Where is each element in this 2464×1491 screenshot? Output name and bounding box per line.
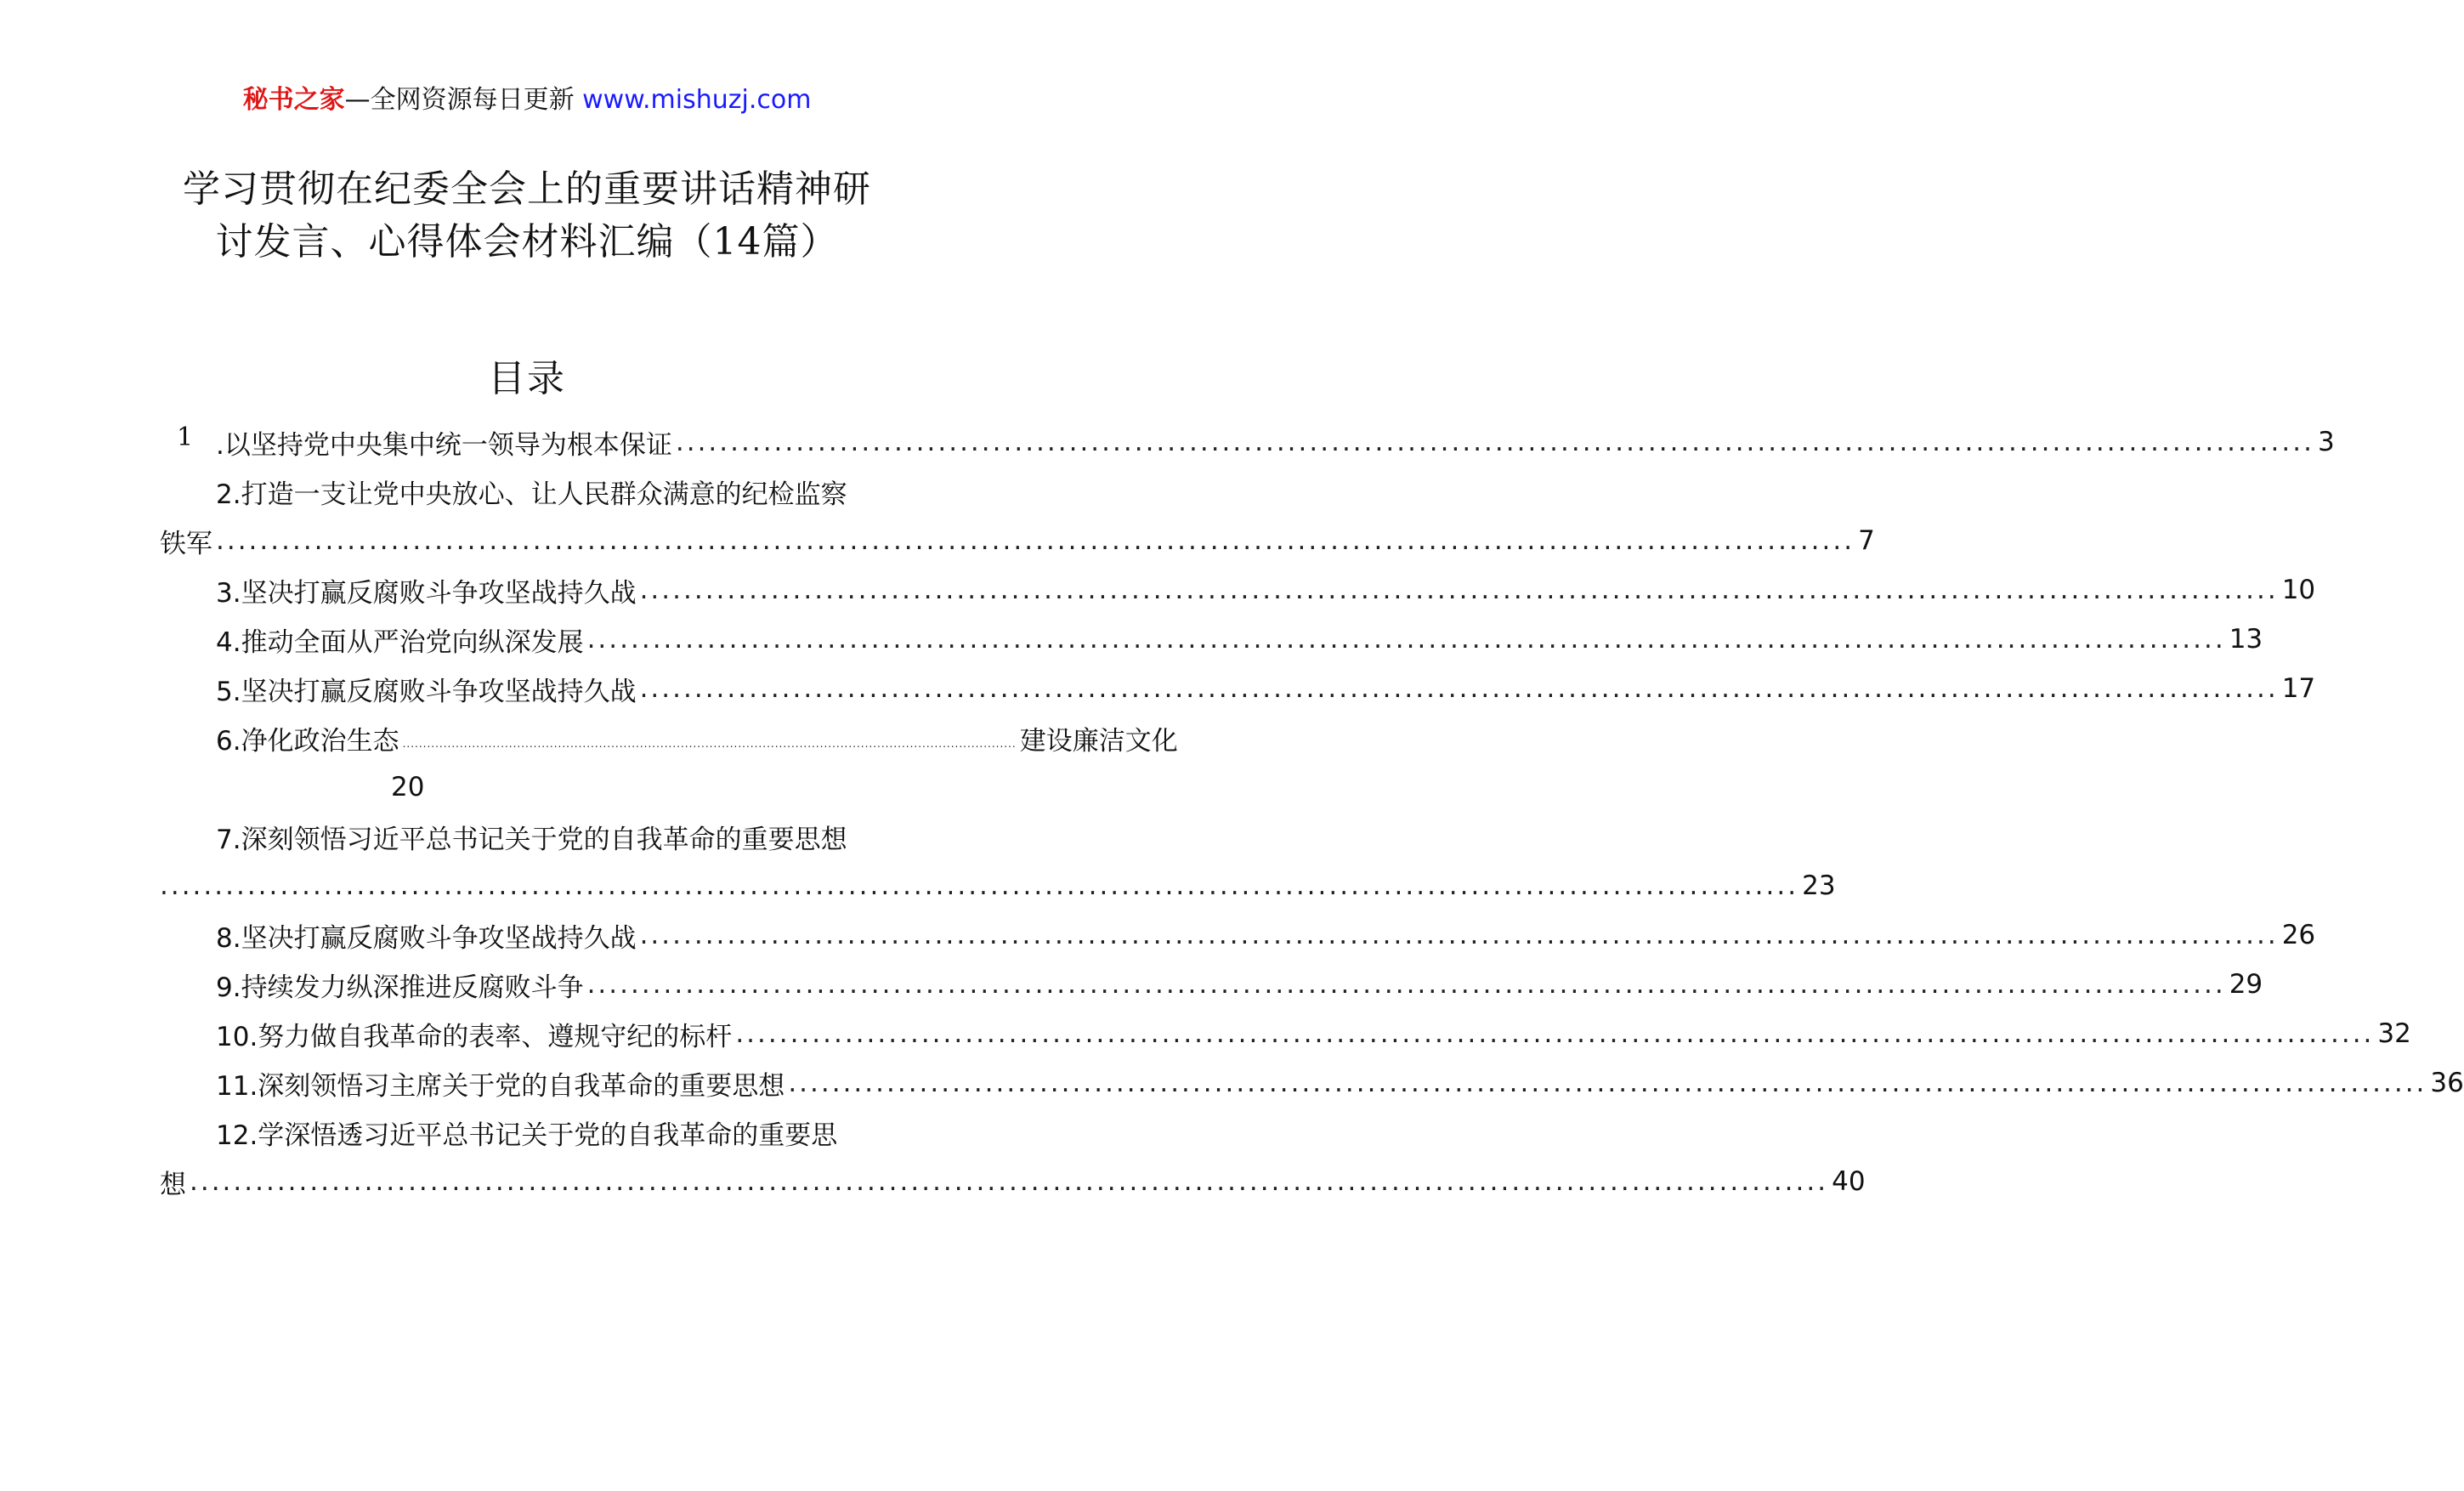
toc-entry[interactable] xyxy=(160,423,2335,461)
toc-entry-continuation[interactable] xyxy=(391,768,459,806)
toc-entry[interactable] xyxy=(160,1114,896,1151)
toc-entry-title: .以坚持党中央集中统一领导为根本保证 xyxy=(216,429,672,461)
toc-entry[interactable] xyxy=(160,966,2263,1003)
toc-entry-title-cont: 想 xyxy=(160,1169,186,1200)
toc-entry[interactable] xyxy=(160,621,2263,658)
toc-entry-continuation[interactable] xyxy=(160,522,1875,559)
toc-entry-page: 7 xyxy=(1858,525,1875,556)
toc-entry-page: 32 xyxy=(2377,1018,2411,1049)
toc-entry-title-cont: 铁军 xyxy=(160,528,212,559)
toc-entry-title: 4.推动全面从严治党向纵深发展 xyxy=(216,626,584,658)
toc-entry[interactable] xyxy=(160,571,2316,609)
toc-entry-title: 7.深刻领悟习近平总书记关于党的自我革命的重要思想 xyxy=(216,824,847,855)
toc-entry-page: 20 xyxy=(391,772,425,802)
toc-leader: ...................................................................................................................................................... xyxy=(639,575,2279,605)
toc-entry-title: 3.坚决打赢反腐败斗争攻坚战持久战 xyxy=(216,577,637,609)
toc-entry-title-tail: 建设廉洁文化 xyxy=(1019,725,1178,757)
toc-leader: ...................................................................................................................................................... xyxy=(735,1018,2375,1049)
toc-heading: 目录 xyxy=(488,357,566,400)
document-title xyxy=(153,163,901,269)
toc-entry[interactable] xyxy=(160,1064,2464,1102)
title-count: 14 xyxy=(712,220,762,264)
toc-entry-page: 29 xyxy=(2229,969,2263,1000)
toc-entry-title: 5.坚决打赢反腐败斗争攻坚战持久战 xyxy=(216,676,637,707)
site-url-link[interactable]: www.mishuzj.com xyxy=(582,85,812,115)
toc-entry-continuation[interactable] xyxy=(160,867,1836,904)
toc-entry[interactable] xyxy=(160,916,2316,954)
toc-entry-page: 10 xyxy=(2281,575,2316,605)
title-line-1: 学习贯彻在纪委全会上的重要讲话精神研 xyxy=(183,167,871,211)
toc-entry-page: 13 xyxy=(2229,624,2263,655)
toc-entry-title: 12.学深悟透习近平总书记关于党的自我革命的重要思 xyxy=(216,1120,838,1151)
toc-entry-title: 10.努力做自我革命的表率、遵规守纪的标杆 xyxy=(216,1021,733,1052)
toc-leader: ...................................................................................................................................................... xyxy=(788,1068,2427,1098)
toc-leader: ...................................................................................................................................................... xyxy=(160,870,1799,901)
toc-entry-page: 17 xyxy=(2281,673,2316,704)
toc-entry-title: 9.持续发力纵深推进反腐败斗争 xyxy=(216,972,584,1003)
site-header xyxy=(0,83,1054,116)
toc-entry-page: 40 xyxy=(1832,1166,1866,1197)
toc-entry-page: 36 xyxy=(2430,1068,2464,1098)
toc-leader: ...................................................................................................................................................... xyxy=(586,624,2226,655)
toc-entry[interactable] xyxy=(160,473,896,510)
stray-number: 1 xyxy=(177,422,194,452)
toc-leader: ...................................................................................................................................................... xyxy=(190,1166,1829,1197)
toc-entry[interactable] xyxy=(160,1015,2411,1052)
title-line-2: 讨发言、心得体会材料汇编（14篇） xyxy=(215,220,839,264)
toc-leader: ...................................................................................................................................................... xyxy=(675,427,2314,457)
toc-entry-title: 11.深刻领悟习主席关于党的自我革命的重要思想 xyxy=(216,1070,785,1102)
toc-entry-page: 3 xyxy=(2317,427,2335,457)
toc-entry-title: 2.打造一支让党中央放心、让人民群众满意的纪检监察 xyxy=(216,479,847,510)
toc-leader: ...................................................................................................................................................... xyxy=(402,738,1017,750)
toc-entry-continuation[interactable] xyxy=(160,1163,1866,1200)
toc-leader: ...................................................................................................................................................... xyxy=(586,969,2226,1000)
toc-entry-title: 8.坚决打赢反腐败斗争攻坚战持久战 xyxy=(216,922,637,954)
toc-entry[interactable] xyxy=(160,670,2316,707)
toc-leader: ...................................................................................................................................................... xyxy=(639,920,2279,950)
toc-leader: ...................................................................................................................................................... xyxy=(639,673,2279,704)
toc-entry[interactable] xyxy=(160,818,896,855)
toc-leader: ...................................................................................................................................................... xyxy=(216,525,1855,556)
site-slogan: —全网资源每日更新 xyxy=(344,85,575,115)
toc-entry[interactable] xyxy=(160,719,1178,757)
site-brand: 秘书之家 xyxy=(242,85,345,115)
toc-entry-page: 23 xyxy=(1802,870,1836,901)
toc-entry-title: 6.净化政治生态 xyxy=(216,725,399,757)
toc-entry-page: 26 xyxy=(2281,920,2316,950)
